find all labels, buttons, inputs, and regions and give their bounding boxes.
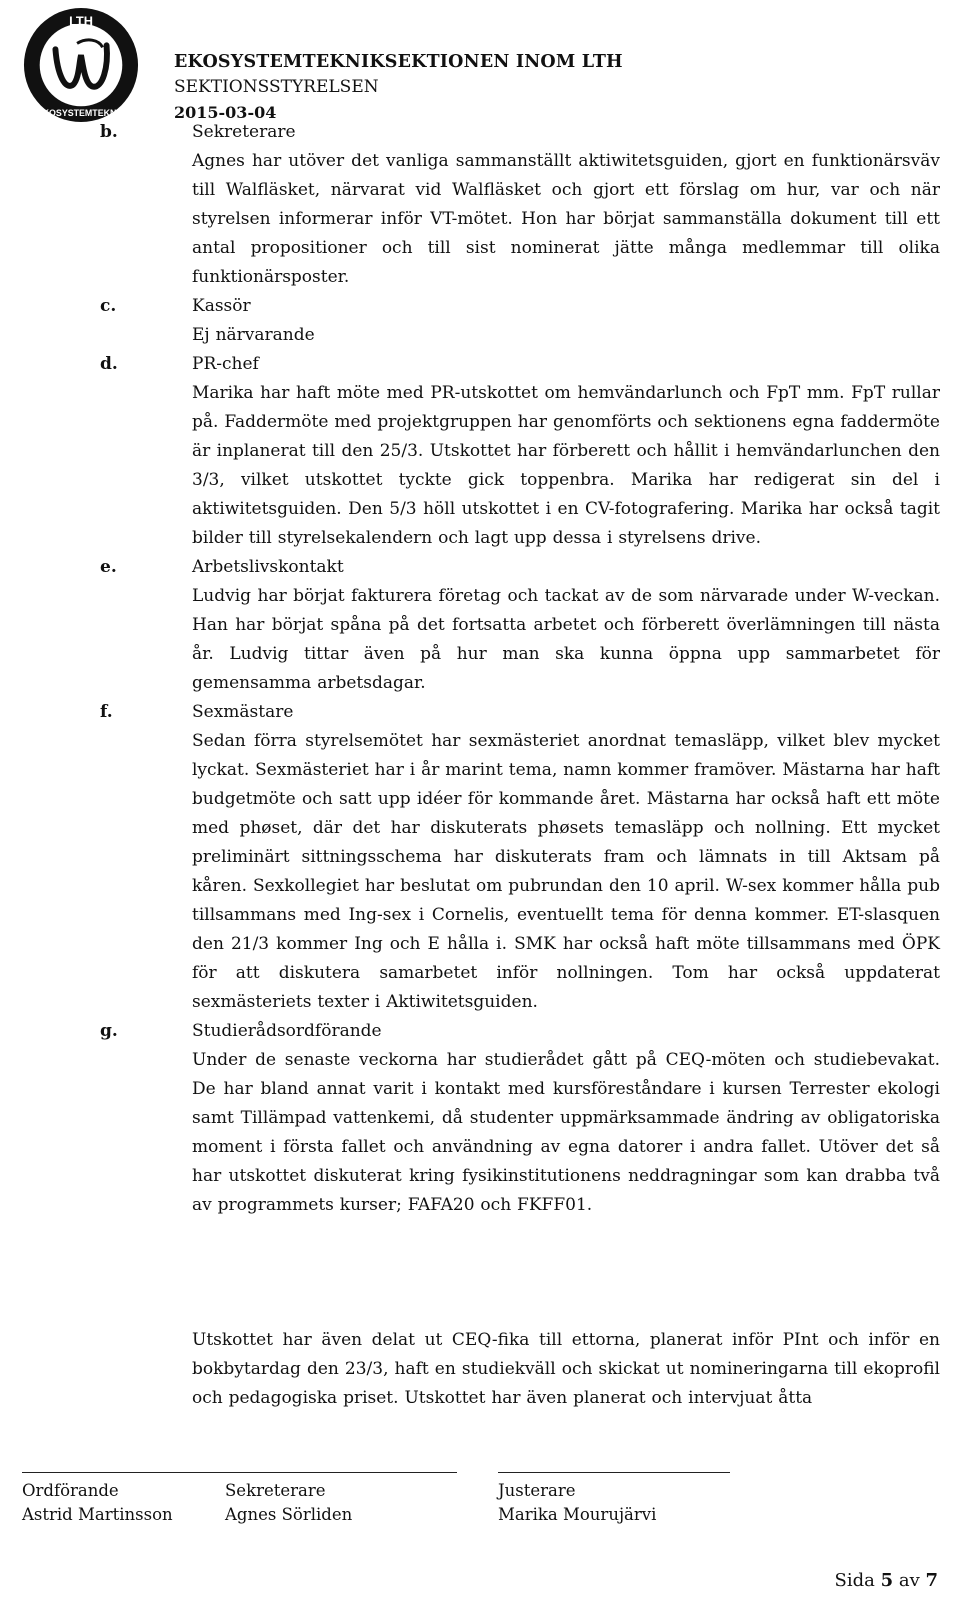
header-text <box>174 50 623 125</box>
board-name: SEKTIONSSTYRELSEN <box>174 77 379 97</box>
section-pr-chief <box>0 350 960 553</box>
section-letter: d. <box>100 354 118 374</box>
svg-text:EKOSYSTEMTEKNIK: EKOSYSTEMTEKNIK <box>36 108 126 119</box>
signature-name: Astrid Martinsson <box>22 1505 173 1524</box>
section-title: Kassör <box>192 296 251 316</box>
section-body: Under de senaste veckorna har studierådet gått på CEQ-möten och studiebevakat. De har bland annat varit i kontakt med kursföreståndare i kursen Terrester ekologi samt Tillämpad vattenkemi, då studenter uppmärksammade ändring av obligatoriska moment i första fallet och användning av egna datorer i andra fallet. Utöver det så har utskottet diskuterat kring fysikinstitutionens neddragningar som kan drabba två av programmets kurser; FAFA20 och FKFF01. <box>192 1050 940 1215</box>
svg-text:LTH: LTH <box>69 13 93 29</box>
signature-adjuster <box>498 1472 730 1527</box>
signature-role: Ordförande <box>22 1481 119 1500</box>
section-study-council-chair <box>0 1017 960 1220</box>
signature-line <box>22 1472 254 1473</box>
section-title: Studierådsordförande <box>192 1021 382 1041</box>
page-number <box>835 1570 938 1591</box>
meeting-date: 2015-03-04 <box>174 103 277 122</box>
section-body: Ludvig har börjat fakturera företag och tackat av de som närvarade under W-veckan. Han har börjat spåna på det fortsatta arbetet och förberett överlämningen till nästa år. Ludvig tittar även på hur man ska kunna öppna upp sammarbetet för gemensamma arbetsdagar. <box>192 586 940 693</box>
section-title: Sekreterare <box>192 122 296 142</box>
signature-role: Justerare <box>498 1481 576 1500</box>
section-sexmastare <box>0 698 960 1017</box>
section-letter: g. <box>100 1021 118 1041</box>
page-middle: av <box>893 1570 926 1591</box>
report-sections <box>0 118 960 1220</box>
signature-block <box>0 1472 960 1552</box>
section-title: Sexmästare <box>192 702 294 722</box>
section-body: Ej närvarande <box>192 325 315 345</box>
current-page: 5 <box>880 1570 894 1591</box>
organization-name: EKOSYSTEMTEKNIKSEKTIONEN INOM LTH <box>174 52 623 72</box>
section-letter: b. <box>100 122 118 142</box>
section-body: Marika har haft möte med PR-utskottet om hemvändarlunch och FpT mm. FpT rullar på. Faddermöte med projektgruppen har genomförts och sektionens egna faddermöte är inplanerat till den 25/3. Utskottet har förberett och hållit i hemvändarlunchen den 3/3, vilket utskottet tyckte gick toppenbra. Marika har redigerat sin del i aktiwitetsguiden. Den 5/3 höll utskottet i en CV-fotografering. Marika har också tagit bilder till styrelsekalendern och lagt upp dessa i styrelsens drive. <box>192 383 940 548</box>
section-title: Arbetslivskontakt <box>192 557 344 577</box>
section-treasurer <box>0 292 960 350</box>
section-secretary <box>0 118 960 292</box>
document-header <box>22 6 942 136</box>
section-title: PR-chef <box>192 354 259 374</box>
section-logo <box>22 6 140 124</box>
signature-chair <box>22 1472 254 1527</box>
signature-line <box>225 1472 457 1473</box>
signature-name: Agnes Sörliden <box>225 1505 353 1524</box>
signature-role: Sekreterare <box>225 1481 326 1500</box>
signature-name: Marika Mourujärvi <box>498 1505 657 1524</box>
section-industry-contact <box>0 553 960 698</box>
section-letter: c. <box>100 296 117 316</box>
extra-paragraph: Utskottet har även delat ut CEQ-fika till ettorna, planerat inför PInt och inför en bokbytardag den 23/3, haft en studiekväll och skickat ut nomineringarna till ekoprofil och pedagogiska priset. Utskottet har även planerat och intervjuat åtta <box>192 1330 940 1408</box>
section-body: Sedan förra styrelsemötet har sexmästeriet anordnat temasläpp, vilket blev mycket lyckat. Sexmästeriet har i år marint tema, namn kommer framöver. Mästarna har haft budgetmöte och satt upp idéer för kommande året. Mästarna har också haft ett möte med phøset, där det har diskuterats phøsets temasläpp och nollning. Ett mycket preliminärt sittningsschema har diskuterats fram och lämnats in till Aktsam på kåren. Sexkollegiet har beslutat om pubrundan den 10 april. W-sex kommer hålla pub tillsammans med Ing-sex i Cornelis, eventuellt tema för denna kommer. ET-slasquen den 21/3 kommer Ing och E hålla i. SMK har också haft möte tillsammans med ÖPK för att diskutera samarbetet inför nollningen. Tom har också uppdaterat sexmästeriets texter i Aktiwitetsguiden. <box>192 731 940 1012</box>
section-letter: e. <box>100 557 117 577</box>
total-pages: 7 <box>925 1570 938 1591</box>
page-prefix: Sida <box>834 1570 881 1591</box>
signature-line <box>498 1472 730 1473</box>
section-body: Agnes har utöver det vanliga sammanställt aktiwitetsguiden, gjort en funktionärsväv till Walfläsket, närvarat vid Walfläsket och gjort ett förslag om hur, var och när styrelsen informerar inför VT-mötet. Hon har börjat sammanställa dokument till ett antal propositioner och till sist nominerat jätte många medlemmar till olika funktionärsposter. <box>192 151 940 287</box>
signature-secretary <box>225 1472 457 1527</box>
section-letter: f. <box>100 702 113 722</box>
